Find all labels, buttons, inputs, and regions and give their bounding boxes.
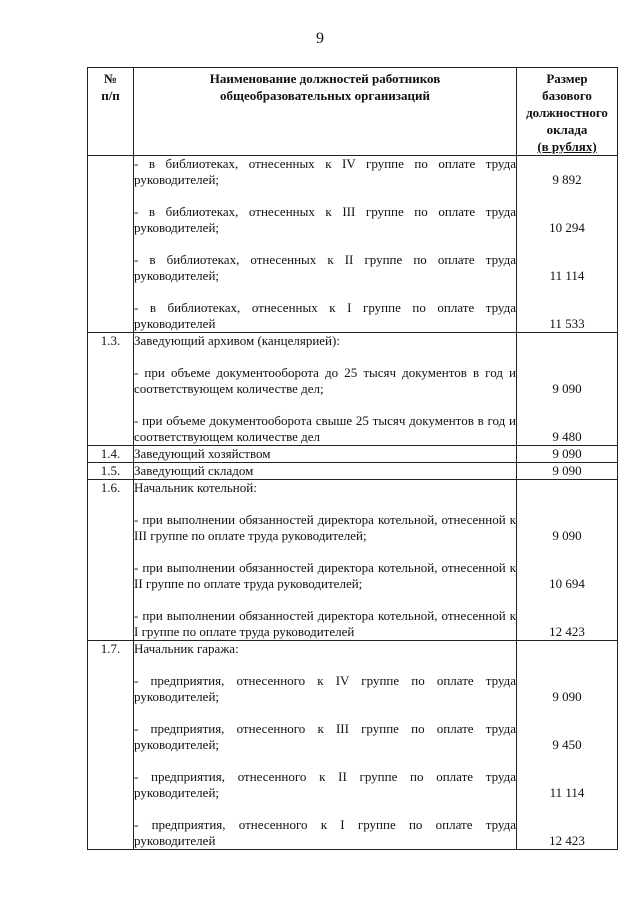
salary-value: 9 892 [552, 172, 582, 187]
salary-value: 9 480 [552, 429, 582, 444]
salary-value: 11 114 [549, 268, 585, 283]
table-row [88, 156, 618, 333]
header-number [88, 68, 134, 156]
row-position [134, 641, 517, 850]
list-item: - при выполнении обязанностей директора котельной, отнесенной к II группе по оплате труда руководителей; [134, 560, 516, 591]
list-item: - при выполнении обязанностей директора котельной, отнесенной к I группе по оплате труда руководителей [134, 608, 516, 639]
salary-value: 10 294 [549, 220, 585, 235]
list-item: - в библиотеках, отнесенных к II группе по оплате труда руководителей; [134, 252, 516, 283]
salary-value: 10 694 [549, 576, 585, 591]
header-salary [517, 68, 618, 156]
salary-value: 9 090 [552, 528, 582, 543]
row-position [134, 480, 517, 641]
row-number: 1.7. [88, 641, 134, 850]
row-title: Начальник гаража: [134, 641, 239, 656]
table-row [88, 480, 618, 641]
header-salary-line3: должностного [526, 105, 608, 120]
list-item: - при объеме документооборота до 25 тысяч документов в год и соответствующем количестве дел; [134, 365, 516, 396]
row-position: Заведующий хозяйством [134, 446, 517, 463]
salary-value: 12 423 [549, 833, 585, 848]
table-row [88, 463, 618, 480]
row-number: 1.5. [88, 463, 134, 480]
table-header-row [88, 68, 618, 156]
table-row [88, 641, 618, 850]
row-position [134, 333, 517, 446]
header-salary-line5: (в рублях) [537, 139, 597, 154]
header-name-line2: общеобразовательных организаций [219, 88, 430, 103]
list-item: - при выполнении обязанностей директора котельной, отнесенной к III группе по оплате труда руководителей; [134, 512, 516, 543]
header-salary-line1: Размер [546, 71, 588, 86]
header-salary-line2: базового [542, 88, 592, 103]
salary-value: 9 090 [552, 381, 582, 396]
row-salary [517, 333, 618, 446]
row-salary [517, 156, 618, 333]
row-title: Заведующий архивом (канцелярией): [134, 333, 340, 348]
list-item: - в библиотеках, отнесенных к IV группе по оплате труда руководителей; [134, 156, 516, 187]
salary-value: 9 090 [517, 463, 618, 480]
salary-value: 12 423 [549, 624, 585, 639]
row-number: 1.3. [88, 333, 134, 446]
list-item: - в библиотеках, отнесенных к III группе по оплате труда руководителей; [134, 204, 516, 235]
salary-value: 11 533 [549, 316, 585, 331]
row-salary [517, 641, 618, 850]
table-row [88, 333, 618, 446]
row-position: Заведующий складом [134, 463, 517, 480]
row-number: 1.4. [88, 446, 134, 463]
list-item: - при объеме документооборота свыше 25 тысяч документов в год и соответствующем количестве дел [134, 413, 516, 444]
row-title: Начальник котельной: [134, 480, 257, 495]
header-name-line1: Наименование должностей работников [209, 71, 441, 86]
salary-value: 9 090 [517, 446, 618, 463]
row-number: 1.6. [88, 480, 134, 641]
row-position [134, 156, 517, 333]
list-item: - предприятия, отнесенного к I группе по оплате труда руководителей [134, 817, 516, 848]
header-position-name [134, 68, 517, 156]
header-number-line2: п/п [101, 88, 120, 103]
salary-value: 11 114 [549, 785, 585, 800]
list-item: - предприятия, отнесенного к II группе по оплате труда руководителей; [134, 769, 516, 800]
row-number [88, 156, 134, 333]
salary-value: 9 090 [552, 689, 582, 704]
page-number: 9 [316, 30, 324, 47]
list-item: - в библиотеках, отнесенных к I группе по оплате труда руководителей [134, 300, 516, 331]
list-item: - предприятия, отнесенного к III группе по оплате труда руководителей; [134, 721, 516, 752]
header-salary-line4: оклада [546, 122, 588, 137]
table-row [88, 446, 618, 463]
row-salary [517, 480, 618, 641]
salary-value: 9 450 [552, 737, 582, 752]
salary-table [87, 67, 618, 850]
list-item: - предприятия, отнесенного к IV группе по оплате труда руководителей; [134, 673, 516, 704]
header-number-line1: № [103, 71, 118, 86]
